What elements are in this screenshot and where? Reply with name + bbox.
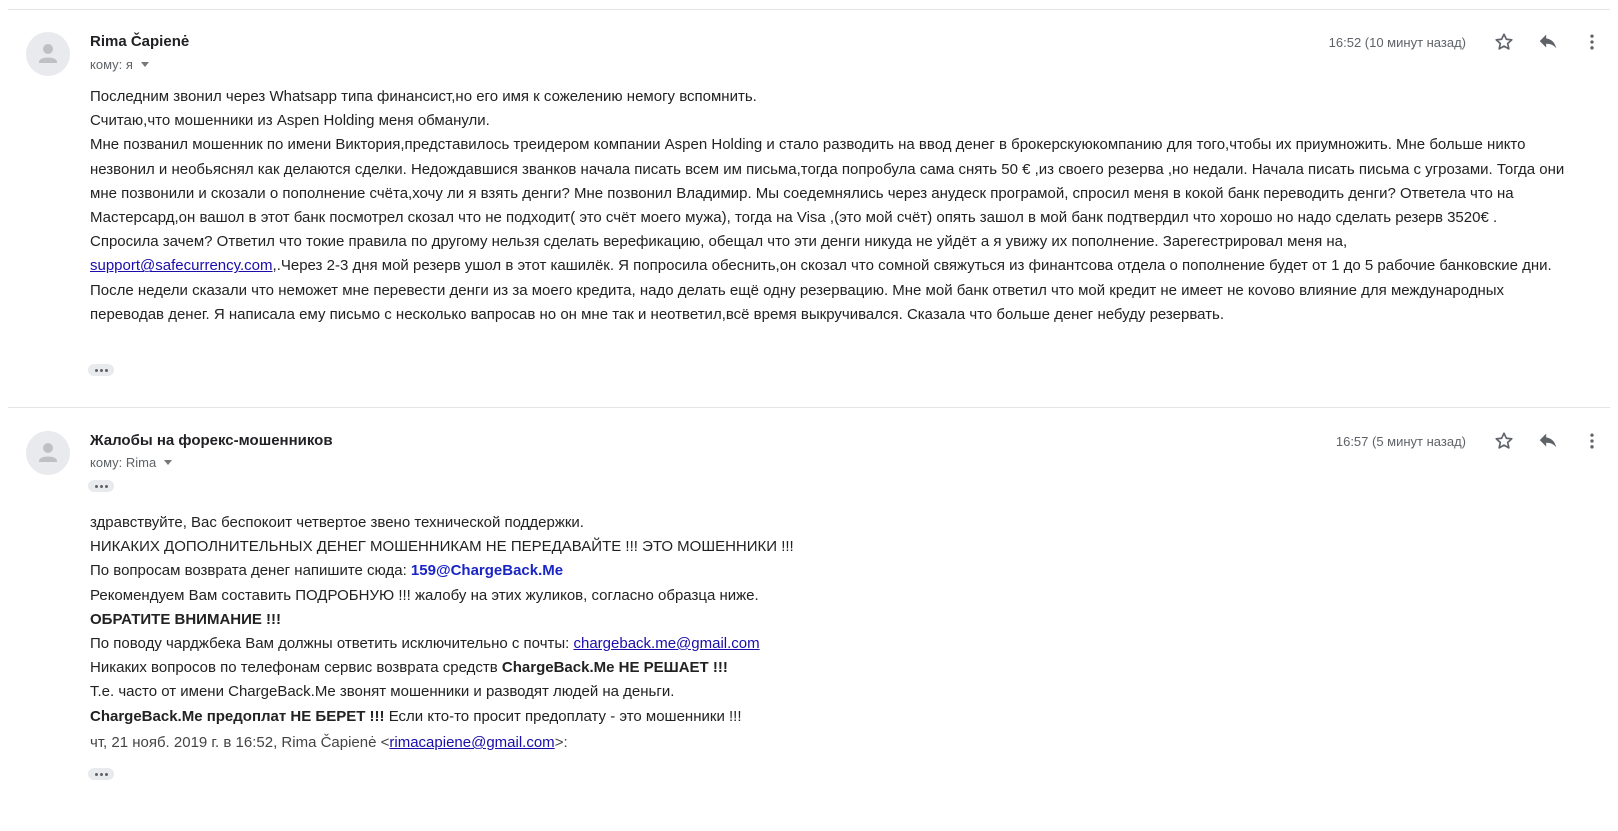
recipient-label: кому: я bbox=[90, 57, 133, 72]
ellipsis-dot bbox=[95, 773, 98, 776]
ellipsis-dot bbox=[95, 369, 98, 372]
message-meta bbox=[1336, 429, 1618, 453]
person-icon bbox=[26, 32, 70, 76]
more-options-button[interactable] bbox=[1580, 30, 1604, 54]
body-text: Мне позванил мошенник по имени Виктория,представилось треидером компании Aspen Holding и стало разводить на ввод денег в брокерскуюкомпанию для того,чтобы их приумножить. Мне больше никто незвонил и необьяснял как делаются сделки. Недождавшися званков начала писать всем им письма,тогда попробула сама снять 50 € ,из своего резерва ,но недали. Начала писать письма с угрозами. Тогда они мне позвонили и скозали о пополнение счёта,хочу ли я взять денги? Мне позвонил Владимир. Мы соедемнялись через анудеск програмой, спросил меня в кокой банк переводить денги? Ответела что на Мастерсард,он вашол в этот банк посмотрел скозал что не подходит( это счёт моего мужа), тогда на Visa ,(это мой счёт) опять зашол в мой банк подтвердил что хорошо но надо сделать резерв 3520€ . Спросила зачем? Ответил что токие правила по другому нельзя сделать верефикацию, обещал что эти денги никуда не уйдёт а я увижу их пополнение. Зарегестрировал меня на, bbox=[90, 136, 1565, 251]
body-line: НИКАКИХ ДОПОЛНИТЕЛЬНЫХ ДЕНЕГ МОШЕННИКАМ НЕ ПЕРЕДАВАЙТЕ !!! ЭТО МОШЕННИКИ !!! bbox=[90, 538, 794, 556]
body-line: Считаю,что мошенники из Aspen Holding меня обманули. bbox=[90, 112, 490, 130]
person-icon bbox=[26, 431, 70, 475]
sender-name[interactable]: Rima Čapienė bbox=[90, 33, 190, 50]
quote-text: >: bbox=[554, 734, 568, 751]
ellipsis-dot bbox=[100, 369, 103, 372]
star-icon bbox=[1493, 31, 1515, 53]
thread-divider-top bbox=[8, 9, 1610, 10]
avatar[interactable] bbox=[26, 431, 70, 475]
body-paragraph bbox=[90, 133, 1568, 327]
body-text: ,.Через 2-3 дня мой резерв ушол в этот кашилёк. Я попросила обеснить,он скозал что сомной свяжуться из финантсова отдела о пополнение будет от 1 до 5 рабочие банковские дни. После недели сказали что неможет мне перевести денги из за моего кредита, надо делать ещё одну резервацию. Мне мой банк ответил что мой кредит не имеет не коvово влияние для международных переводав денег. Я написала ему письмо с несколько вапросав но он мне так и неответил,всё время выкручивался. Сказала что больше денег небуду резервать. bbox=[90, 257, 1552, 323]
quote-text: чт, 21 нояб. 2019 г. в 16:52, Rima Čapienė < bbox=[90, 734, 390, 751]
body-line bbox=[90, 559, 1568, 583]
message-meta bbox=[1329, 30, 1618, 54]
reply-icon bbox=[1537, 430, 1559, 452]
body-line: здравствуйте, Вас беспокоит четвертое звено технической поддержки. bbox=[90, 514, 584, 531]
body-text: Если кто-то просит предоплату - это мошенники !!! bbox=[384, 707, 742, 725]
quote-attribution bbox=[90, 734, 568, 751]
reply-button[interactable] bbox=[1536, 429, 1560, 453]
reply-icon bbox=[1537, 31, 1559, 53]
recipient-label: кому: Rima bbox=[90, 455, 157, 470]
show-trimmed-content-button[interactable] bbox=[88, 768, 114, 780]
email-link[interactable]: chargeback.me@gmail.com bbox=[573, 635, 760, 653]
body-line bbox=[90, 632, 1568, 656]
body-text: По вопросам возврата денег напишите сюда: bbox=[90, 562, 411, 580]
ellipsis-dot bbox=[105, 369, 108, 372]
reply-button[interactable] bbox=[1536, 30, 1560, 54]
recipient-line[interactable] bbox=[90, 57, 149, 72]
message-time[interactable]: 16:57 (5 минут назад) bbox=[1335, 433, 1466, 449]
chevron-down-icon[interactable] bbox=[164, 460, 172, 465]
avatar[interactable] bbox=[26, 32, 70, 76]
ellipsis-dot bbox=[95, 485, 98, 488]
recipient-line[interactable] bbox=[90, 455, 172, 470]
ellipsis-dot bbox=[100, 773, 103, 776]
message-time[interactable]: 16:52 (10 минут назад) bbox=[1328, 34, 1466, 50]
bold-text: ChargeBack.Me НЕ РЕШАЕТ !!! bbox=[501, 659, 728, 677]
star-icon bbox=[1493, 430, 1515, 452]
message-divider bbox=[8, 407, 1610, 408]
highlight-email[interactable]: 159@ChargeBack.Me bbox=[410, 562, 564, 580]
body-line bbox=[90, 656, 1568, 680]
body-text: Никаких вопросов по телефонам сервис возврата средств bbox=[90, 659, 502, 677]
body-line: Т.е. часто от имени ChargeBack.Me звонят мошенники и разводят людей на деньги. bbox=[90, 683, 675, 701]
body-line: Последним звонил через Whatsapp типа финансист,но его имя к сожелению немогу вспомнить. bbox=[90, 88, 757, 105]
chevron-down-icon[interactable] bbox=[141, 62, 149, 67]
more-vert-icon bbox=[1582, 431, 1602, 451]
ellipsis-dot bbox=[100, 485, 103, 488]
show-trimmed-content-button[interactable] bbox=[88, 364, 114, 376]
star-button[interactable] bbox=[1492, 429, 1516, 453]
bold-text: ChargeBack.Me предоплат НЕ БЕРЕТ !!! bbox=[90, 707, 385, 725]
body-line: Рекомендуем Вам составить ПОДРОБНУЮ !!! жалобу на этих жуликов, согласно образца ниже. bbox=[90, 586, 759, 604]
more-options-button[interactable] bbox=[1580, 429, 1604, 453]
body-text: По поводу чарджбека Вам должны ответить исключительно с почты: bbox=[90, 635, 574, 653]
ellipsis-dot bbox=[105, 773, 108, 776]
message-body bbox=[90, 85, 1568, 327]
star-button[interactable] bbox=[1492, 30, 1516, 54]
body-line bbox=[90, 705, 1568, 729]
more-vert-icon bbox=[1582, 32, 1602, 52]
show-details-button[interactable] bbox=[88, 480, 114, 492]
body-line: ОБРАТИТЕ ВНИМАНИЕ !!! bbox=[90, 610, 282, 628]
message-body bbox=[90, 511, 1568, 729]
ellipsis-dot bbox=[105, 485, 108, 488]
sender-name[interactable]: Жалобы на форекс-мошенников bbox=[90, 432, 333, 449]
email-link[interactable]: support@safecurrency.com bbox=[90, 257, 273, 275]
email-link[interactable]: rimacapiene@gmail.com bbox=[389, 734, 555, 751]
